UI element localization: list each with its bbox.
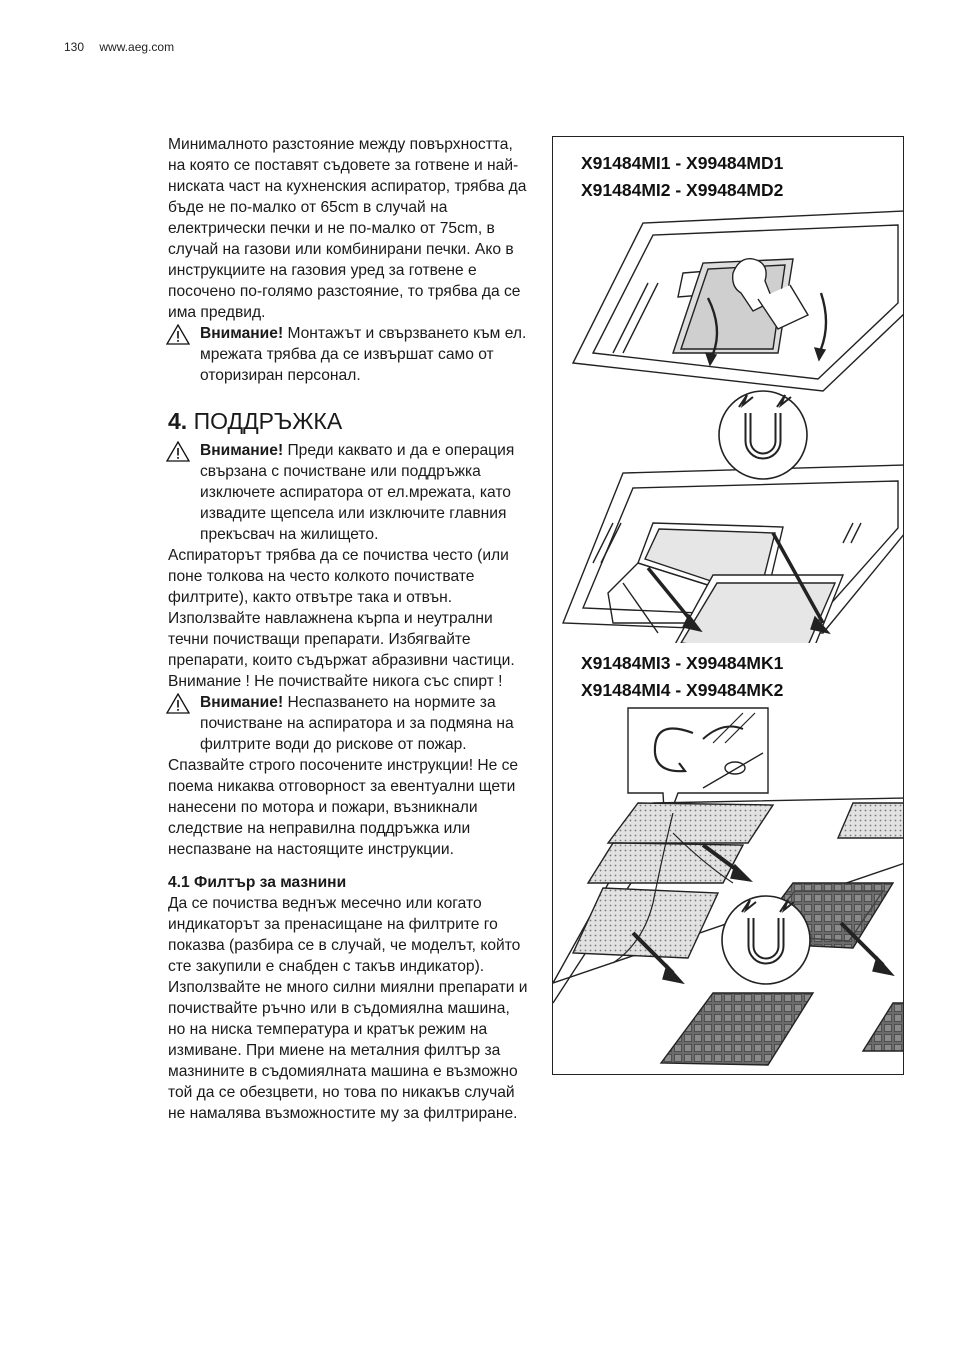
model-label-line: X91484MI4 - X99484MK2	[581, 680, 784, 700]
warning-text: Преди каквато и да е операция свързана с почистване или поддръжка изключете аспиратора от ел.мрежата, като извадите щепсела или изключите главния прекъсвач на жилището.	[200, 442, 515, 543]
page-header	[64, 40, 174, 54]
warning-triangle-icon	[166, 693, 190, 714]
filter-paragraph-2: Използвайте не много силни миялни препарати и почиствайте ръчно или в съдомиялна машина, но на ниска температура и кратък режим на измиване. При миене на металния филтър за мазнините в съдомиялната машина е възможно той да се обезцвети, но това по никакъв случай не намалява възможностите му за филтриране.	[168, 979, 528, 1122]
instructions-paragraph: Спазвайте строго посочените инструкции! Не се поема никаква отговорност за евентуални щети нанесени по мотора и пожари, възникнали следствие на неправилна поддръжка или неспазване на настоящите инструкции.	[168, 757, 519, 858]
warning-triangle-icon	[166, 441, 190, 462]
intro-paragraph: Минималното разстояние между повърхността, на която се поставят съдовете за готвене и най-ниската част на кухненския аспиратор, трябва да бъде не по-малко от 65cm в случай на електрически печки и не по-малко от 75cm, в случай на газови или комбинирани печки. Ако в инструкциите на газовия уред за готвене е посочено по-голямо разстояние, то трябва да се има предвид.	[168, 136, 527, 321]
hood-panel-illustration	[553, 203, 904, 643]
section-heading	[168, 408, 528, 434]
section-number: 4.	[168, 408, 188, 434]
warning-text: Монтажът и свързването към ел. мрежата трябва да се извършат само от оторизиран персонал.	[200, 325, 527, 384]
section-title: ПОДДРЪЖКА	[187, 408, 343, 434]
warning-label: Внимание!	[200, 442, 284, 459]
warning-fire-risk	[168, 692, 528, 755]
website-url: www.aeg.com	[99, 40, 175, 54]
bottom-model-labels	[581, 650, 783, 704]
text-column	[168, 134, 528, 1124]
warning-label: Внимание!	[200, 325, 284, 342]
model-label-line: X91484MI3 - X99484MK1	[581, 653, 784, 673]
top-model-labels	[581, 150, 783, 204]
subsection-title: 4.1 Филтър за мазнини	[168, 874, 347, 891]
filter-paragraph-1: Да се почиства веднъж месечно или когато индикаторът за пренасищане на филтрите го показва (разбира се в случай, че моделът, който сте закупили е снабден с такъв индикатор).	[168, 895, 521, 975]
page-number: 130	[64, 40, 85, 54]
grease-filter-illustration	[553, 703, 904, 1075]
warning-disconnect-power	[168, 440, 528, 545]
warning-authorized-personnel	[168, 323, 528, 386]
cleaning-paragraph: Аспираторът трябва да се почиства често (или поне толкова на често колкото почиствате филтрите), както отвътре така и отвън. Използвайте навлажнена кърпа и неутрални течни почистващи препарати. Избягвайте препарати, които съдържат абразивни частици. Внимание ! Не почиствайте никога със спирт !	[168, 547, 515, 690]
warning-text: Неспазването на нормите за почистване на аспиратора и за подмяна на филтрите води до рискове от пожар.	[200, 694, 514, 753]
model-label-line: X91484MI2 - X99484MD2	[581, 180, 784, 200]
model-label-line: X91484MI1 - X99484MD1	[581, 153, 784, 173]
warning-label: Внимание!	[200, 694, 284, 711]
installation-figure	[552, 136, 904, 1075]
warning-triangle-icon	[166, 324, 190, 345]
